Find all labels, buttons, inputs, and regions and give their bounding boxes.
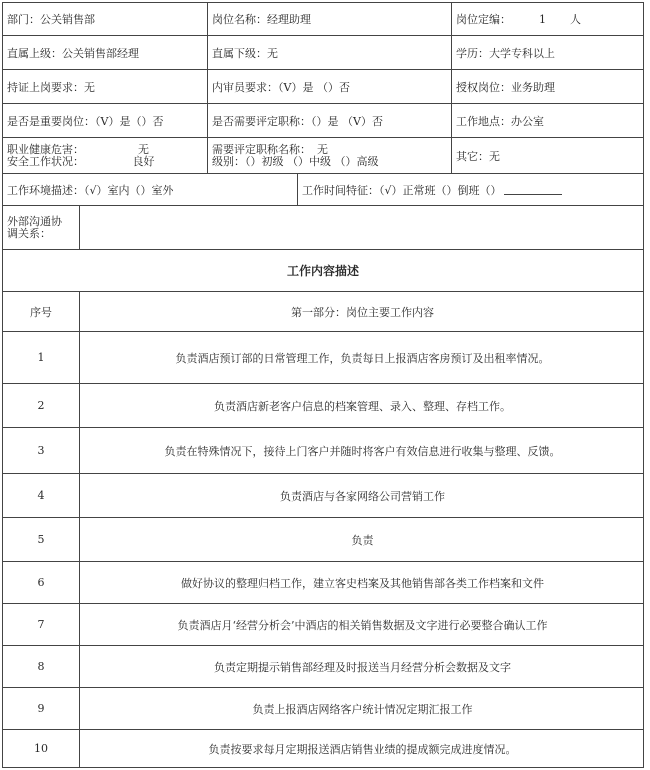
row-number-text: 2 [37,399,45,412]
safety-label: 安全工作状况： [7,154,84,168]
row-content [79,562,645,603]
hazard-label: 职业健康危害： [7,142,84,156]
row-content [79,646,645,687]
row-content-text: 负责酒店月‘经营分析会’中酒店的相关销售数据及文字进行必要整合确认工作 [177,618,548,632]
row-number [3,474,79,517]
external-label-line2: 调关系： [7,226,51,240]
row-number [3,384,79,427]
time-blank-line [504,184,562,195]
row-number [3,604,79,645]
header-row-3 [2,70,644,104]
table-row [2,562,644,604]
hazard-value: 无 [138,142,149,156]
external-value-cell [79,206,645,249]
row-number-text: 5 [37,533,45,546]
row-content [79,384,645,427]
row-content [79,688,645,729]
env-cell [3,174,297,205]
quota-value: 1 [539,12,546,26]
row-number [3,562,79,603]
table-header-row [2,292,644,332]
col-no-header [3,292,79,331]
row-number-text: 4 [37,489,45,502]
subordinate-cell [207,36,451,69]
title-name-value: 无 [317,142,328,156]
certificate-text: 持证上岗要求：无 [7,80,95,94]
row-content-text: 负责 [351,533,374,547]
external-label-cell [3,206,79,249]
row-number [3,518,79,561]
col-content-header [79,292,645,331]
table-row [2,518,644,562]
row-content-text: 负责酒店与各家网络公司营销工作 [280,489,445,503]
row-content [79,604,645,645]
row-content-text: 负责酒店新老客户信息的档案管理、录入、整理、存档工作。 [214,399,511,413]
time-text: 工作时间特征：（√）正常班（）倒班（） [302,183,502,197]
row-content [79,730,645,767]
row-number-text: 3 [37,444,45,457]
row-content-text: 负责酒店预订部的日常管理工作，负责每日上报酒店客房预订及出租率情况。 [175,351,550,365]
table-row [2,332,644,384]
key-position-cell [3,104,207,137]
superior-text: 直属上级：公关销售部经理 [7,46,139,60]
location-text: 工作地点：办公室 [456,114,544,128]
col-content-label: 第一部分：岗位主要工作内容 [291,305,434,319]
title-name-label: 需要评定职称名称： [212,142,311,156]
row-content [79,428,645,473]
header-row-5 [2,138,644,174]
position-text: 岗位名称：经理助理 [212,13,311,26]
row-number-text: 8 [37,660,45,673]
row-number [3,688,79,729]
table-row [2,604,644,646]
external-label-line1: 外部沟通协 [7,214,62,228]
quota-unit: 人 [570,13,581,26]
certificate-cell [3,70,207,103]
dept-text: 部门：公关销售部 [7,13,95,26]
row-number-text: 10 [34,742,48,755]
section-title-text: 工作内容描述 [286,264,359,278]
auth-position-text: 授权岗位：业务助理 [456,80,555,94]
row-content-text: 负责按要求每月定期报送酒店销售业绩的提成额完成进度情况。 [208,742,517,756]
education-cell [451,36,645,69]
section-title-row [2,250,644,292]
row-content-text: 做好协议的整理归档工作，建立客史档案及其他销售部各类工作档案和文件 [181,576,544,590]
row-number-text: 7 [37,618,45,631]
col-no-label: 序号 [30,305,52,319]
table-row [2,474,644,518]
safety-value: 良好 [132,154,155,168]
row-content [79,474,645,517]
row-number [3,428,79,473]
subordinate-text: 直属下级：无 [212,46,278,60]
row-content [79,332,645,383]
row-number [3,646,79,687]
row-content-text: 负责定期提示销售部经理及时报送当月经营分析会数据及文字 [214,660,511,674]
table-row [2,428,644,474]
header-row-4 [2,104,644,138]
row-content-text: 负责上报酒店网络客户统计情况定期汇报工作 [252,702,473,716]
table-row [2,730,644,768]
auth-position-cell [451,70,645,103]
row-number [3,730,79,767]
evaluation-text: 是否需要评定职称：（）是 （V）否 [212,114,383,128]
auditor-cell [207,70,451,103]
table-row [2,646,644,688]
quota-label: 岗位定编： [456,13,511,26]
title-level-text: 级别：（）初级 （）中级 （）高级 [212,154,379,168]
title-eval-cell [207,138,451,173]
row-number [3,332,79,383]
row-number-text: 6 [37,576,45,589]
section-title [3,250,643,291]
row-number-text: 1 [37,351,45,364]
header-row-1 [2,2,644,36]
auditor-text: 内审员要求：（V）是 （）否 [212,80,350,94]
other-text: 其它：无 [456,149,500,163]
env-text: 工作环境描述：（√）室内（）室外 [7,183,174,197]
table-row [2,384,644,428]
quota-cell [451,3,645,35]
row-number-text: 9 [37,702,45,715]
position-cell [207,3,451,35]
superior-cell [3,36,207,69]
hazard-cell [3,138,207,173]
location-cell [451,104,645,137]
table-row [2,688,644,730]
time-cell [297,174,645,205]
education-text: 学历：大学专科以上 [456,46,555,60]
key-position-text: 是否是重要岗位：（V）是（）否 [7,114,164,128]
dept-cell [3,3,207,35]
header-row-7 [2,206,644,250]
other-cell [451,138,645,173]
evaluation-cell [207,104,451,137]
row-content-text: 负责在特殊情况下，接待上门客户并随时将客户有效信息进行收集与整理、反馈。 [164,444,561,458]
row-content [79,518,645,561]
header-row-6 [2,174,644,206]
header-row-2 [2,36,644,70]
